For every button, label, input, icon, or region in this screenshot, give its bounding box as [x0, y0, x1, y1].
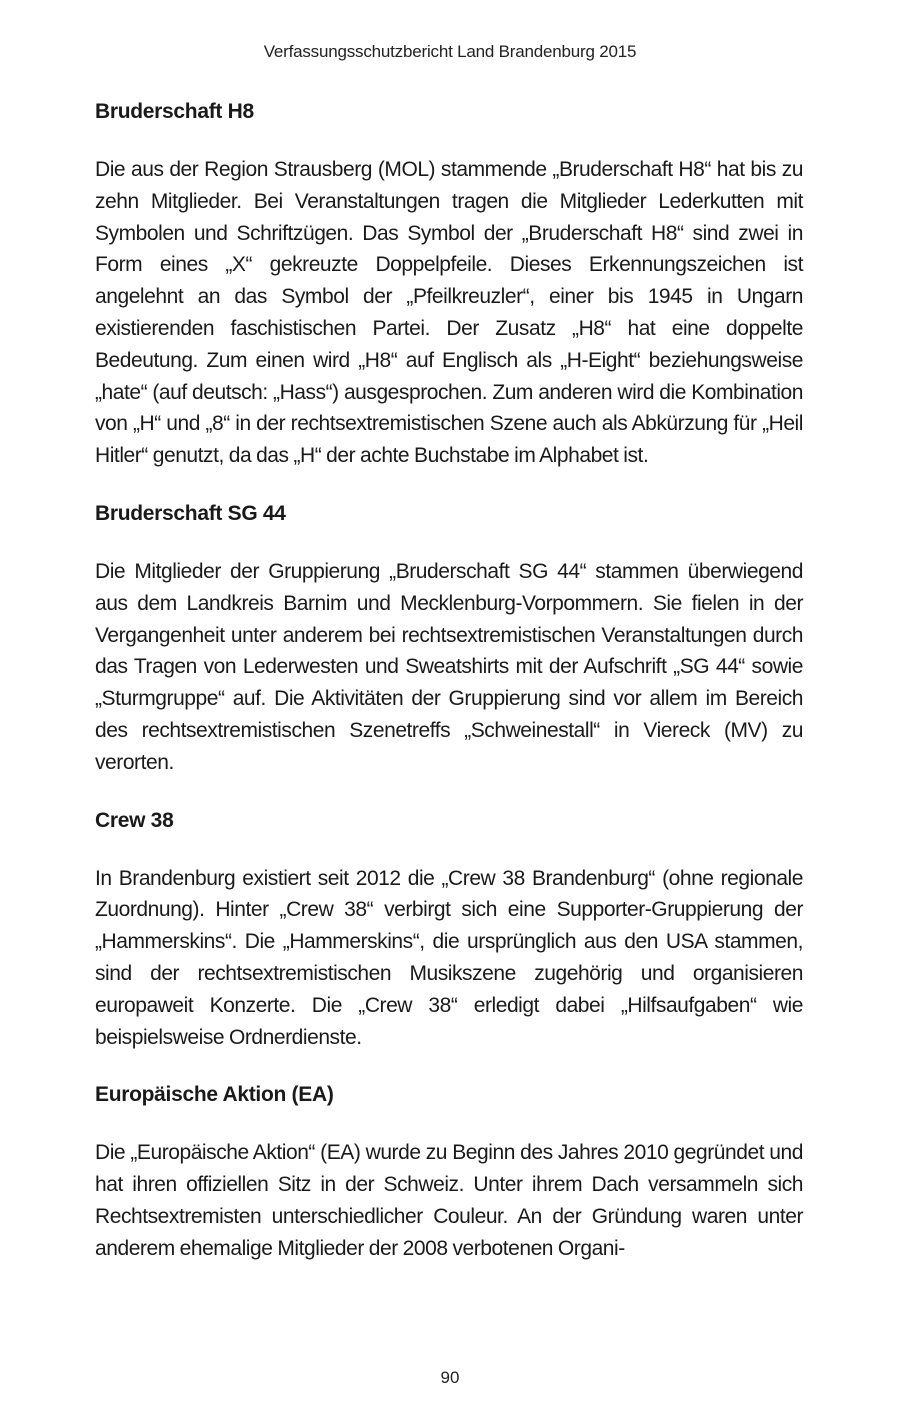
section-bruderschaft-sg44 [95, 498, 803, 779]
page-content [95, 96, 803, 1291]
running-header: Verfassungsschutzbericht Land Brandenburg 2015 [263, 42, 637, 61]
section-paragraph: Die Mitglieder der Gruppierung „Bruderschaft SG 44“ stammen überwiegend aus dem Landkreis Barnim und Mecklenburg-Vorpommern. Sie fielen in der Vergangenheit unter anderem bei rechtsextremistischen Veranstaltungen durch das Tragen von Lederwesten und Sweatshirts mit der Aufschrift „SG 44“ sowie „Sturmgruppe“ auf. Die Aktivitäten der Gruppierung sind vor allem im Bereich des rechtsextremistischen Szenetreffs „Schweinestall“ in Viereck (MV) zu verorten. [95, 559, 803, 774]
section-europaeische-aktion [95, 1079, 803, 1264]
section-paragraph: In Brandenburg existiert seit 2012 die „Crew 38 Brandenburg“ (ohne regionale Zuordnung). Hinter „Crew 38“ verbirgt sich eine Supporter-Gruppierung der „Hammerskins“. Die „Hammerskins“, die ursprünglich aus den USA stammen, sind der rechtsextremistischen Musikszene zugehörig und organisieren europaweit Konzerte. Die „Crew 38“ erledigt dabei „Hilfsaufgaben“ wie beispielsweise Ordnerdienste. [95, 866, 803, 1049]
section-paragraph: Die „Europäische Aktion“ (EA) wurde zu Beginn des Jahres 2010 gegründet und hat ihren offiziellen Sitz in der Schweiz. Unter ihrem Dach versammeln sich Rechtsextremisten unterschiedlicher Couleur. An der Gründung waren unter anderem ehemalige Mitglieder der 2008 verbotenen Organi- [95, 1141, 803, 1260]
section-heading: Bruderschaft SG 44 [95, 501, 286, 525]
section-heading: Europäische Aktion (EA) [95, 1083, 334, 1107]
section-crew-38 [95, 805, 803, 1054]
page-number: 90 [440, 1368, 460, 1387]
section-heading: Crew 38 [95, 808, 174, 832]
section-bruderschaft-h8 [95, 96, 803, 472]
section-paragraph: Die aus der Region Strausberg (MOL) stammende „Bruderschaft H8“ hat bis zu zehn Mitglieder. Bei Veranstaltungen tragen die Mitglieder Lederkutten mit Symbolen und Schriftzügen. Das Symbol der „Bruderschaft H8“ sind zwei in Form eines „X“ gekreuzte Doppelpfeile. Dieses Erkennungszeichen ist angelehnt an das Symbol der „Pfeilkreuzler“, einer bis 1945 in Ungarn existierenden faschistischen Partei. Der Zusatz „H8“ hat eine doppelte Bedeutung. Zum einen wird „H8“ auf Englisch als „H-Eight“ beziehungsweise „hate“ (auf deutsch: „Hass“) ausgesprochen. Zum anderen wird die Kombination von „H“ und „8“ in der rechtsextremistischen Szene auch als Abkürzung für „Heil Hitler“ genutzt, da das „H“ der achte Buchstabe im Alphabet ist. [95, 158, 803, 468]
section-heading: Bruderschaft H8 [95, 100, 254, 123]
